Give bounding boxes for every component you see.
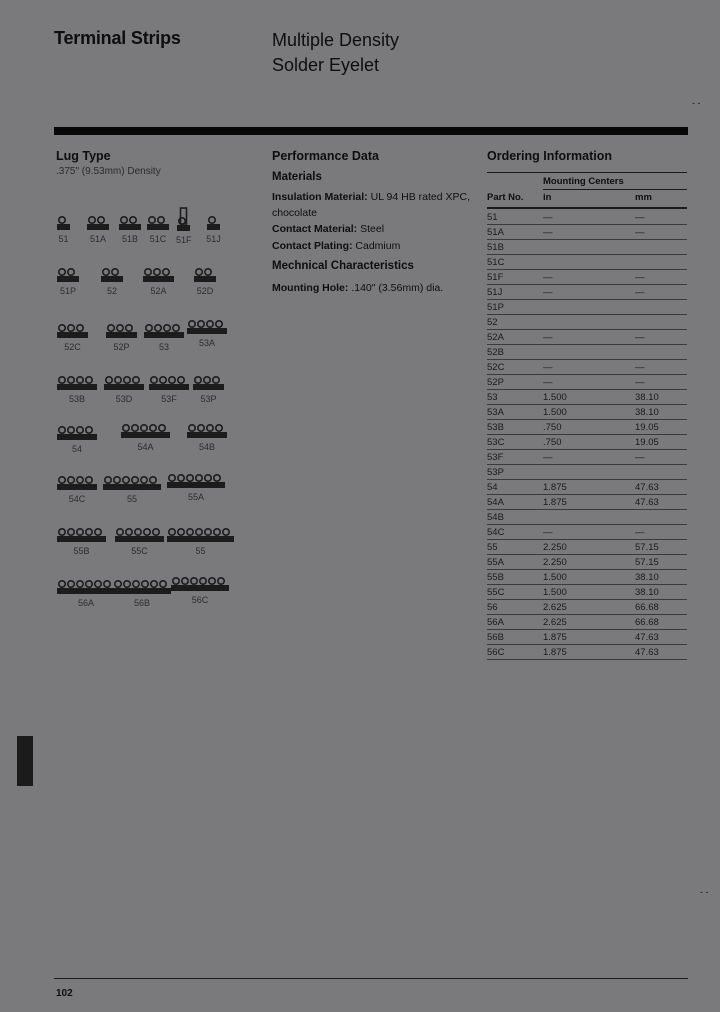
lug-label: 53F	[161, 394, 177, 404]
page-number: 102	[56, 988, 73, 999]
lug-label: 54A	[137, 442, 154, 452]
table-row	[487, 255, 687, 270]
lug-item	[142, 266, 175, 296]
table-row	[487, 465, 687, 480]
terminal-strip-icon	[86, 214, 110, 232]
table-row	[487, 240, 687, 255]
col-mm-header: mm	[635, 192, 652, 203]
cell-in	[543, 300, 635, 315]
lug-label: 53D	[115, 394, 133, 404]
lug-label: 56B	[133, 598, 150, 608]
lug-item	[56, 214, 71, 244]
table-row	[487, 480, 687, 495]
footer-rule	[54, 978, 688, 979]
lug-label: 53A	[198, 338, 215, 348]
lug-label: 51J	[206, 234, 221, 244]
col-part-header: Part No.	[487, 192, 524, 203]
table-row	[487, 315, 687, 330]
page-subtitle	[272, 28, 399, 78]
terminal-strip-icon	[120, 422, 171, 440]
table-row	[487, 630, 687, 645]
cell-mm: 47.63	[635, 480, 687, 495]
lug-item	[56, 266, 80, 296]
contact-material-label: Contact Material:	[272, 223, 358, 235]
cell-part: 52	[487, 315, 543, 330]
terminal-strip-icon	[56, 322, 89, 340]
cell-in: 1.500	[543, 390, 635, 405]
cell-mm	[635, 240, 687, 255]
table-row	[487, 345, 687, 360]
lug-item	[192, 374, 225, 404]
lug-label: 55A	[187, 492, 204, 502]
contact-material-spec	[272, 221, 472, 237]
terminal-strip-icon	[142, 266, 175, 284]
terminal-strip-icon	[186, 422, 228, 440]
cell-mm	[635, 300, 687, 315]
cell-mm: 47.63	[635, 495, 687, 510]
cell-in	[543, 465, 635, 480]
table-row	[487, 495, 687, 510]
cell-mm: 57.15	[635, 540, 687, 555]
lug-label: 52	[106, 286, 117, 296]
lug-label: 52P	[113, 342, 130, 352]
cell-part: 51F	[487, 270, 543, 285]
cell-mm: 38.10	[635, 405, 687, 420]
lug-item	[186, 422, 228, 452]
cell-part: 53A	[487, 405, 543, 420]
cell-part: 55B	[487, 570, 543, 585]
insulation-spec	[272, 189, 472, 221]
lug-item	[56, 526, 107, 556]
cell-in: 1.500	[543, 405, 635, 420]
cell-part: 51A	[487, 225, 543, 240]
lug-label: 54B	[198, 442, 215, 452]
terminal-strip-icon	[56, 526, 107, 544]
terminal-strip-icon	[105, 322, 138, 340]
terminal-strip-icon	[166, 472, 226, 490]
terminal-strip-icon	[56, 214, 71, 232]
cell-part: 56C	[487, 645, 543, 660]
cell-mm: 47.63	[635, 645, 687, 660]
cell-part: 56	[487, 600, 543, 615]
lug-item	[118, 214, 142, 244]
cell-in: —	[543, 360, 635, 375]
cell-mm	[635, 345, 687, 360]
lug-item	[102, 474, 162, 504]
terminal-strip-icon	[206, 214, 221, 232]
mechanical-title: Mechnical Characteristics	[272, 260, 414, 272]
table-row	[487, 360, 687, 375]
cell-mm	[635, 465, 687, 480]
terminal-strip-icon	[166, 526, 235, 544]
cell-in: 2.625	[543, 600, 635, 615]
lug-item	[170, 575, 230, 605]
cell-in: 2.625	[543, 615, 635, 630]
lug-label: 51	[58, 234, 69, 244]
terminal-strip-icon	[56, 374, 98, 392]
cell-mm: —	[635, 210, 687, 225]
terminal-strip-icon	[176, 207, 191, 233]
lug-label: 52D	[196, 286, 214, 296]
table-row	[487, 615, 687, 630]
materials-title: Materials	[272, 171, 322, 183]
lug-label: 51C	[149, 234, 167, 244]
table-row	[487, 225, 687, 240]
cell-part: 51	[487, 210, 543, 225]
lug-label: 56A	[77, 598, 94, 608]
cell-part: 53	[487, 390, 543, 405]
table-row	[487, 390, 687, 405]
lug-item	[103, 374, 145, 404]
lug-type-title: Lug Type	[56, 149, 111, 163]
cell-part: 55A	[487, 555, 543, 570]
cell-part: 52C	[487, 360, 543, 375]
cell-in: 1.500	[543, 585, 635, 600]
lug-label: 51F	[176, 235, 192, 245]
lug-item	[186, 318, 228, 348]
cell-part: 54	[487, 480, 543, 495]
cell-in	[543, 510, 635, 525]
table-row	[487, 585, 687, 600]
lug-density: .375" (9.53mm) Density	[56, 166, 161, 177]
cell-in: —	[543, 330, 635, 345]
group-header-rule	[543, 189, 687, 190]
mounting-hole-spec	[272, 280, 472, 296]
cell-part: 51P	[487, 300, 543, 315]
ordering-top-rule	[487, 172, 687, 173]
cell-in: 1.875	[543, 495, 635, 510]
terminal-strip-icon	[193, 266, 217, 284]
cell-in: 1.500	[543, 570, 635, 585]
ordering-table	[487, 210, 687, 660]
lug-item	[148, 374, 190, 404]
lug-label: 52C	[64, 342, 81, 352]
cell-in: 2.250	[543, 540, 635, 555]
cell-in	[543, 240, 635, 255]
insulation-label: Insulation Material:	[272, 191, 368, 203]
cell-in: 1.875	[543, 645, 635, 660]
lug-label: 55C	[131, 546, 148, 556]
cell-in	[543, 345, 635, 360]
lug-label: 55	[126, 494, 137, 504]
cell-part: 55C	[487, 585, 543, 600]
lug-label: 51P	[59, 286, 76, 296]
lug-item	[100, 266, 124, 296]
cell-in: 1.875	[543, 630, 635, 645]
cell-part: 51C	[487, 255, 543, 270]
lug-item	[166, 526, 235, 556]
column-header-rule	[487, 207, 687, 209]
terminal-strip-icon	[56, 578, 116, 596]
cell-part: 52P	[487, 375, 543, 390]
margin-mark-lower: - -	[700, 887, 709, 897]
cell-mm: —	[635, 360, 687, 375]
table-row	[487, 555, 687, 570]
lug-item	[206, 214, 221, 244]
table-row	[487, 210, 687, 225]
terminal-strip-icon	[114, 526, 165, 544]
lug-item	[166, 472, 226, 502]
cell-in: 2.250	[543, 555, 635, 570]
cell-mm: 38.10	[635, 390, 687, 405]
table-row	[487, 330, 687, 345]
cell-mm	[635, 315, 687, 330]
cell-mm	[635, 255, 687, 270]
contact-plating-value: Cadmium	[355, 240, 401, 252]
cell-mm: —	[635, 375, 687, 390]
lug-label: 53B	[68, 394, 85, 404]
cell-mm: 38.10	[635, 585, 687, 600]
contact-plating-label: Contact Plating:	[272, 240, 353, 252]
lug-item	[120, 422, 171, 452]
lug-item	[143, 322, 185, 352]
cell-mm: —	[635, 525, 687, 540]
cell-in: —	[543, 375, 635, 390]
terminal-strip-icon	[56, 424, 98, 442]
cell-in: —	[543, 225, 635, 240]
header-rule	[54, 127, 688, 135]
lug-item	[56, 322, 89, 352]
table-row	[487, 570, 687, 585]
cell-in: —	[543, 525, 635, 540]
mounting-hole-label: Mounting Hole:	[272, 282, 349, 294]
terminal-strip-icon	[56, 266, 80, 284]
col-in-header: in	[543, 192, 552, 203]
page-title: Terminal Strips	[54, 28, 181, 48]
lug-label: 53	[158, 342, 169, 352]
terminal-strip-icon	[118, 214, 142, 232]
terminal-strip-icon	[170, 575, 230, 593]
cell-mm: 19.05	[635, 420, 687, 435]
table-row	[487, 285, 687, 300]
mounting-centers-header: Mounting Centers	[543, 176, 624, 187]
cell-part: 56A	[487, 615, 543, 630]
cell-part: 53B	[487, 420, 543, 435]
lug-item	[56, 424, 98, 454]
cell-part: 54C	[487, 525, 543, 540]
cell-mm: 66.68	[635, 615, 687, 630]
cell-part: 56B	[487, 630, 543, 645]
table-row	[487, 300, 687, 315]
lug-item	[193, 266, 217, 296]
terminal-strip-icon	[103, 374, 145, 392]
cell-in	[543, 255, 635, 270]
cell-part: 53P	[487, 465, 543, 480]
cell-mm: 47.63	[635, 630, 687, 645]
lug-label: 51A	[89, 234, 106, 244]
subtitle-line-2: Solder Eyelet	[272, 55, 380, 75]
contact-material-value: Steel	[360, 223, 385, 235]
lug-label: 53P	[200, 394, 217, 404]
cell-in: —	[543, 210, 635, 225]
cell-part: 55	[487, 540, 543, 555]
table-row	[487, 645, 687, 660]
table-row	[487, 270, 687, 285]
cell-mm: 19.05	[635, 435, 687, 450]
lug-label: 54C	[68, 494, 86, 504]
cell-part: 51B	[487, 240, 543, 255]
table-row	[487, 375, 687, 390]
cell-part: 54A	[487, 495, 543, 510]
lug-label: 56C	[191, 595, 209, 605]
cell-mm: —	[635, 270, 687, 285]
lug-item	[176, 207, 192, 245]
lug-item	[146, 214, 170, 244]
cell-mm	[635, 510, 687, 525]
cell-part: 53F	[487, 450, 543, 465]
terminal-strip-icon	[143, 322, 185, 340]
cell-part: 53C	[487, 435, 543, 450]
cell-in: .750	[543, 435, 635, 450]
lug-item	[56, 578, 116, 608]
cell-in: —	[543, 285, 635, 300]
cell-mm: 66.68	[635, 600, 687, 615]
terminal-strip-icon	[56, 474, 98, 492]
terminal-strip-icon	[148, 374, 190, 392]
lug-label: 51B	[121, 234, 138, 244]
subtitle-line-1: Multiple Density	[272, 30, 400, 50]
performance-title: Performance Data	[272, 149, 379, 163]
contact-plating-spec	[272, 238, 472, 254]
cell-mm: —	[635, 330, 687, 345]
cell-mm: —	[635, 450, 687, 465]
cell-in: .750	[543, 420, 635, 435]
cell-mm: 57.15	[635, 555, 687, 570]
terminal-strip-icon	[112, 578, 172, 596]
lug-item	[56, 474, 98, 504]
terminal-strip-icon	[102, 474, 162, 492]
lug-item	[105, 322, 138, 352]
table-row	[487, 525, 687, 540]
ordering-title: Ordering Information	[487, 149, 612, 163]
terminal-strip-icon	[146, 214, 170, 232]
table-row	[487, 420, 687, 435]
margin-mark: - -	[692, 98, 701, 108]
table-row	[487, 405, 687, 420]
cell-part: 54B	[487, 510, 543, 525]
cell-part: 51J	[487, 285, 543, 300]
mounting-hole-value: .140" (3.56mm) dia.	[351, 282, 444, 294]
lug-item	[114, 526, 165, 556]
table-row	[487, 450, 687, 465]
cell-mm: —	[635, 225, 687, 240]
cell-in: 1.875	[543, 480, 635, 495]
terminal-strip-icon	[186, 318, 228, 336]
cell-in	[543, 315, 635, 330]
cell-mm: 38.10	[635, 570, 687, 585]
cell-part: 52A	[487, 330, 543, 345]
cell-in: —	[543, 270, 635, 285]
lug-label: 54	[71, 444, 82, 454]
terminal-strip-icon	[100, 266, 124, 284]
lug-item	[112, 578, 172, 608]
table-row	[487, 600, 687, 615]
table-row	[487, 510, 687, 525]
lug-item	[86, 214, 110, 244]
lug-label: 55	[195, 546, 206, 556]
table-row	[487, 540, 687, 555]
section-tab	[17, 736, 33, 786]
insulation-value: UL 94 HB rated XPC, chocolate	[272, 191, 471, 219]
lug-label: 52A	[150, 286, 167, 296]
lug-item	[56, 374, 98, 404]
cell-mm: —	[635, 285, 687, 300]
cell-part: 52B	[487, 345, 543, 360]
cell-in: —	[543, 450, 635, 465]
lug-label: 55B	[73, 546, 90, 556]
table-row	[487, 435, 687, 450]
terminal-strip-icon	[192, 374, 225, 392]
